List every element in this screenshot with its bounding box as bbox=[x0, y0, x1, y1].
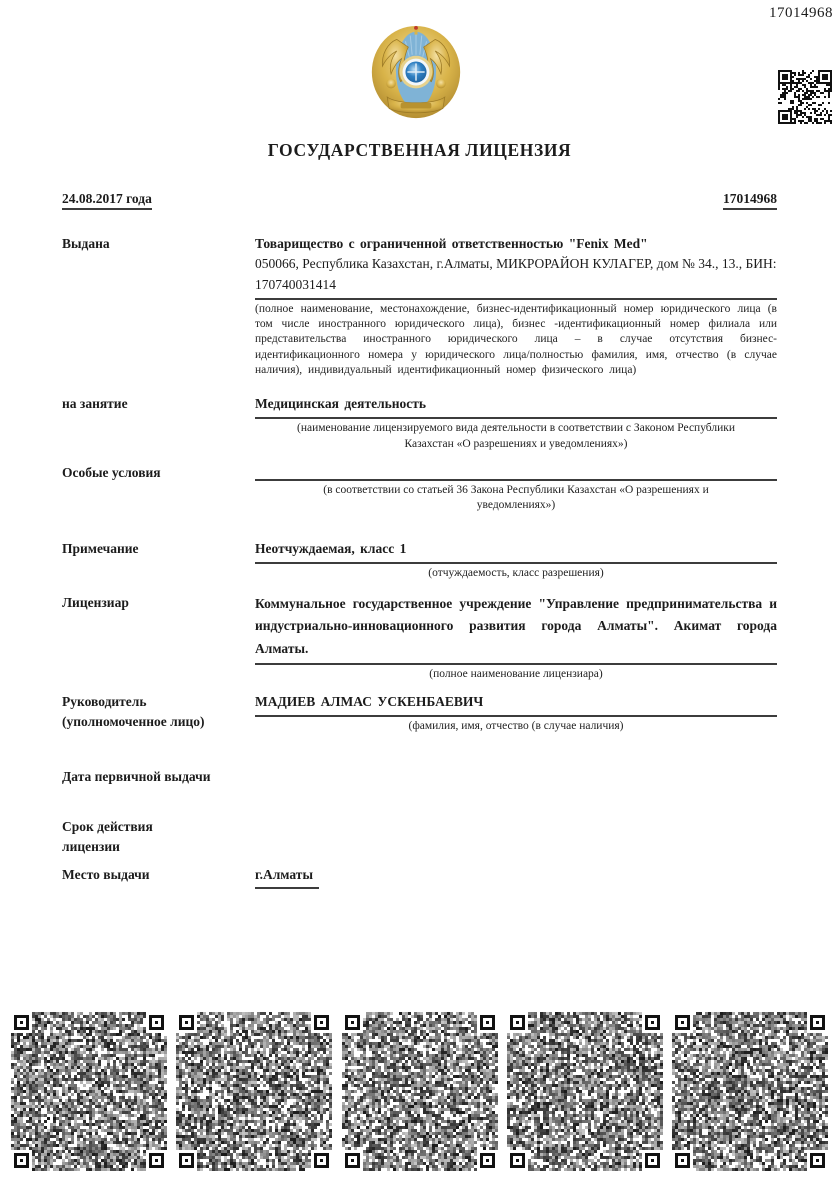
barcode-strip bbox=[0, 1012, 839, 1171]
barcode-block bbox=[11, 1012, 167, 1171]
special-conditions-caption: (в соответствии со статьей 36 Закона Республики Казахстан «О разрешениях и уведомлениях») bbox=[323, 483, 709, 512]
qr-code-icon bbox=[778, 70, 832, 124]
field-head bbox=[62, 692, 777, 735]
licensor-caption: (полное наименование лицензиара) bbox=[429, 667, 603, 680]
note-value: Неотчуждаемая, класс 1 bbox=[255, 540, 407, 556]
barcode-block bbox=[672, 1012, 828, 1171]
issued-to-caption: (полное наименование, местонахождение, бизнес-идентификационный номер юридического лица (в том числе иностранного юридического лица), бизнес -идентификационный номер филиала или представительства иностранного юридического лица – в случае отсутствия бизнес-идентификационного номера у юридического лица/полностью фамилия, имя, отчество (в случае наличия), индивидуальный идентификационный номер физического лица) bbox=[255, 302, 777, 376]
licensee-address: 050066, Республика Казахстан, г.Алматы, МИКРОРАЙОН КУЛАГЕР, дом № 34., 13., БИН: 170740031414 bbox=[255, 256, 777, 292]
field-first-issue-date bbox=[62, 767, 777, 787]
barcode-block bbox=[507, 1012, 663, 1171]
head-label bbox=[62, 692, 255, 735]
validity-label bbox=[62, 817, 255, 858]
license-fields bbox=[0, 234, 839, 889]
document-title: ГОСУДАРСТВЕННАЯ ЛИЦЕНЗИЯ bbox=[267, 140, 572, 160]
head-label-line1: Руководитель bbox=[62, 694, 147, 710]
barcode-block bbox=[176, 1012, 332, 1171]
field-validity bbox=[62, 817, 777, 858]
field-note bbox=[62, 539, 777, 582]
field-issued-to bbox=[62, 234, 777, 378]
date-number-row bbox=[62, 191, 777, 210]
head-caption: (фамилия, имя, отчество (в случае наличия) bbox=[408, 720, 624, 733]
license-number: 17014968 bbox=[723, 191, 777, 210]
special-conditions-label: Особые условия bbox=[62, 464, 161, 480]
note-label: Примечание bbox=[62, 540, 139, 556]
licensor-value: Коммунальное государственное учреждение "Управление предпринимательства и индустриально-инновационного развития города Алматы". Акимат города Алматы. bbox=[255, 593, 777, 665]
document-header bbox=[0, 0, 839, 140]
barcode-block bbox=[342, 1012, 498, 1171]
validity-label-line2: лицензии bbox=[62, 839, 120, 855]
special-conditions-value bbox=[255, 463, 777, 481]
issue-place-label: Место выдачи bbox=[62, 867, 150, 883]
note-caption: (отчуждаемость, класс разрешения) bbox=[428, 566, 604, 579]
issue-date: 24.08.2017 года bbox=[62, 191, 152, 210]
activity-caption: (наименование лицензируемого вида деятельности в соответствии с Законом Республики Казахстан «О разрешениях и уведомлениях») bbox=[297, 422, 735, 450]
issue-place-value: г.Алматы bbox=[255, 865, 319, 888]
field-licensor bbox=[62, 593, 777, 682]
kazakhstan-coat-of-arms-icon bbox=[368, 22, 464, 124]
head-label-line2: (уполномоченное лицо) bbox=[62, 714, 205, 730]
activity-value: Медицинская деятельность bbox=[255, 396, 427, 412]
head-value: МАДИЕВ АЛМАС УСКЕНБАЕВИЧ bbox=[255, 694, 484, 710]
issued-to-label: Выдана bbox=[62, 236, 110, 251]
activity-label: на занятие bbox=[62, 396, 128, 412]
field-special-conditions bbox=[62, 463, 777, 514]
first-issue-date-label: Дата первичной выдачи bbox=[62, 768, 211, 784]
license-number-top: 17014968 bbox=[769, 5, 833, 21]
licensee-name: Товарищество с ограниченной ответственностью "Fenix Med" bbox=[255, 236, 648, 251]
validity-label-line1: Срок действия bbox=[62, 818, 153, 834]
licensor-label: Лицензиар bbox=[62, 595, 129, 611]
field-activity bbox=[62, 394, 777, 452]
field-issue-place bbox=[62, 865, 777, 888]
